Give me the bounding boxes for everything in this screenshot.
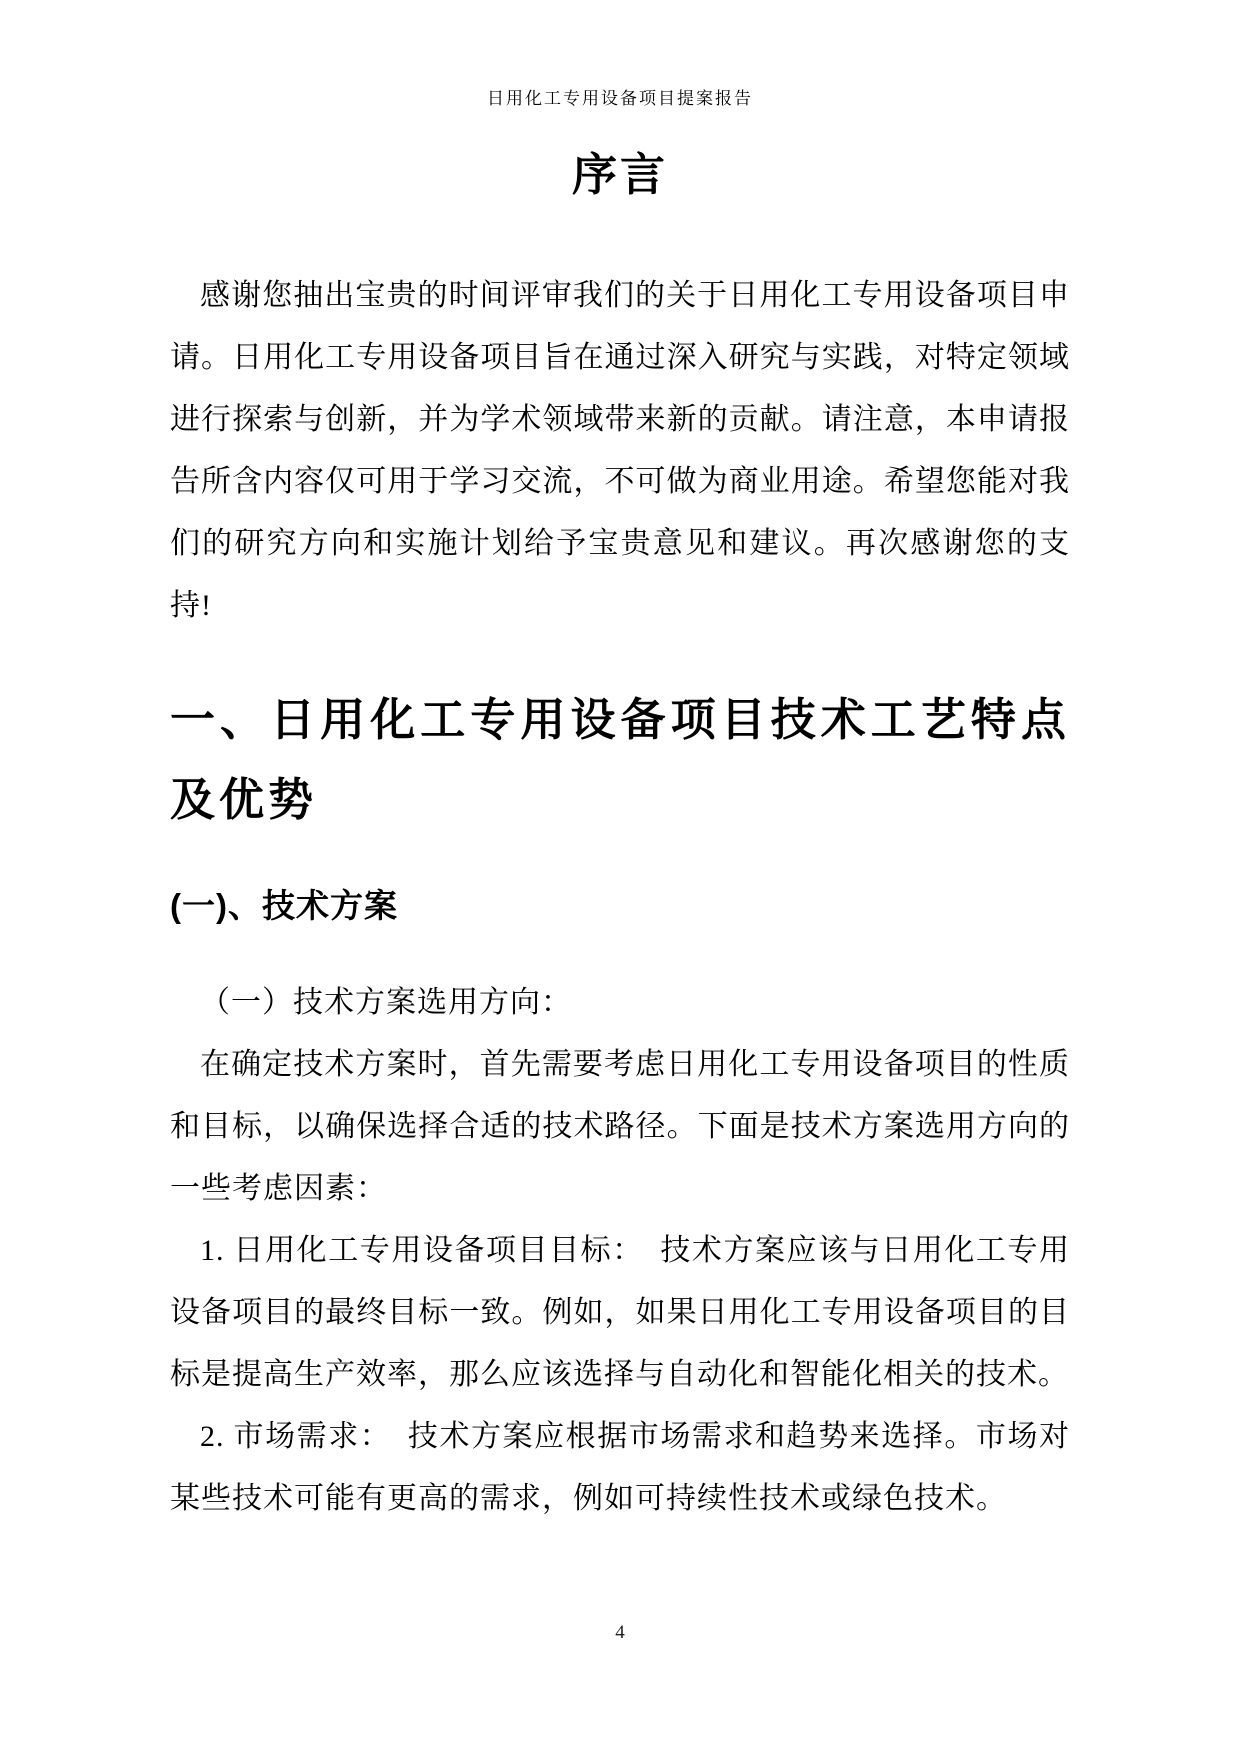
preface-paragraph: 感谢您抽出宝贵的时间评审我们的关于日用化工专用设备项目申请。日用化工专用设备项目旨在通过深入研究与实践，对特定领域进行探索与创新，并为学术领域带来新的贡献。请注意，本申请报告所含内容仅可用于学习交流，不可做为商业用途。希望您能对我们的研究方向和实施计划给予宝贵意见和建议。再次感谢您的支持! — [170, 279, 1070, 622]
page-content — [0, 149, 1240, 1530]
subsection-body — [170, 972, 1070, 1530]
body-paragraph: 在确定技术方案时，首先需要考虑日用化工专用设备项目的性质和目标，以确保选择合适的技术路径。下面是技术方案选用方向的一些考虑因素： — [170, 1048, 1070, 1205]
page-title: 序言 — [571, 149, 668, 200]
section-heading: 一、日用化工专用设备项目技术工艺特点及优势 — [170, 694, 1070, 825]
page-number: 4 — [615, 1622, 625, 1643]
body-paragraph: （一）技术方案选用方向： — [200, 986, 572, 1019]
body-paragraph: 2. 市场需求： 技术方案应根据市场需求和趋势来选择。市场对某些技术可能有更高的需求，例如可持续性技术或绿色技术。 — [170, 1420, 1070, 1515]
subsection-heading: (一)、技术方案 — [170, 887, 398, 924]
running-header: 日用化工专用设备项目提案报告 — [487, 89, 753, 108]
body-paragraph: 1. 日用化工专用设备项目目标： 技术方案应该与日用化工专用设备项目的最终目标一致。例如，如果日用化工专用设备项目的目标是提高生产效率，那么应该选择与自动化和智能化相关的技术。 — [170, 1234, 1070, 1391]
